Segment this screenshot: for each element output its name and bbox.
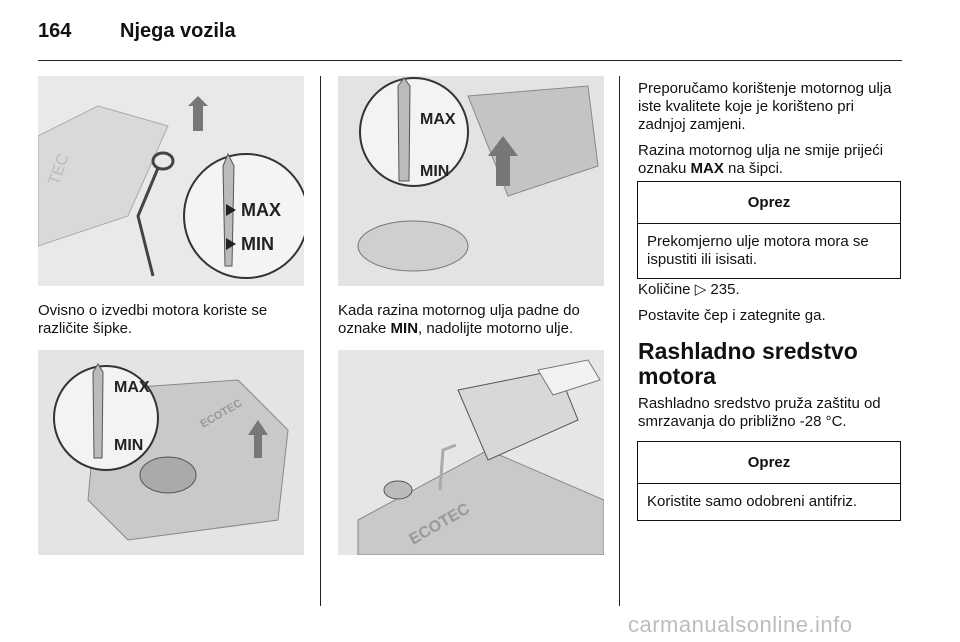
quantities-label: Količine xyxy=(638,281,691,298)
caution-box-1 xyxy=(637,181,901,279)
caption-text: Ovisno o izvedbi motora koriste se različite šipke. xyxy=(38,302,268,337)
fig3-min-label: MIN xyxy=(420,163,450,180)
oil-pouring-illustration xyxy=(338,350,604,555)
fig3-max-label: MAX xyxy=(420,111,456,128)
col1-caption xyxy=(38,302,308,346)
page-header xyxy=(38,20,236,43)
svg-text:TEC: TEC xyxy=(45,151,73,188)
paragraph-max-end: na šipci. xyxy=(723,160,784,177)
fig1-min-label: MIN xyxy=(241,234,274,254)
col3-text-2 xyxy=(638,281,904,439)
caution-box-2 xyxy=(637,441,901,521)
column-divider-2 xyxy=(619,76,620,606)
caution-heading-1: Oprez xyxy=(638,182,900,224)
dipstick-illustration-1 xyxy=(38,76,304,286)
paragraph-max-mark: MAX xyxy=(690,160,724,177)
watermark: carmanualsonline.info xyxy=(628,612,853,637)
caution-heading-2: Oprez xyxy=(638,442,900,484)
dipstick-illustration-2 xyxy=(38,350,304,555)
header-rule xyxy=(38,60,902,61)
fig1-max-label: MAX xyxy=(241,200,281,220)
section-title-coolant: Rashladno sredstvo motora xyxy=(638,338,858,389)
caution-body-1: Prekomjerno ulje motora mora se ispustiti ili isisati. xyxy=(647,233,869,268)
fig2-min-label: MIN xyxy=(114,437,144,454)
caption-text-start: Kada razina motornog ulja padne do oznake xyxy=(338,302,580,337)
page-number: 164 xyxy=(38,20,72,42)
fig4-brand: ECOTEC xyxy=(406,500,473,549)
paragraph-coolant: Rashladno sredstvo pruža zaštitu od smrzavanja do približno -28 °C. xyxy=(638,395,881,430)
caution-body-2: Koristite samo odobreni antifriz. xyxy=(647,493,858,510)
fig2-max-label: MAX xyxy=(114,379,150,396)
col2-caption xyxy=(338,302,608,346)
paragraph-oil-quality: Preporučamo korištenje motornog ulja iste kvalitete koje je korišteno pri zadnjoj zamjeni. xyxy=(638,80,892,133)
reference-arrow-icon: ▷ xyxy=(694,281,707,298)
col3-text xyxy=(638,80,904,186)
dipstick-illustration-3 xyxy=(338,76,604,286)
quantities-page-ref: 235. xyxy=(710,281,740,298)
paragraph-max-start: Razina motornog ulja ne smije prijeći oznaku xyxy=(638,142,884,177)
caption-text-end: , nadolijte motorno ulje. xyxy=(418,320,574,337)
caption-min-mark: MIN xyxy=(390,320,419,337)
column-divider-1 xyxy=(320,76,321,606)
fig2-brand: ECOTEC xyxy=(198,397,245,431)
page-title: Njega vozila xyxy=(120,20,236,42)
paragraph-cap: Postavite čep i zategnite ga. xyxy=(638,307,826,324)
